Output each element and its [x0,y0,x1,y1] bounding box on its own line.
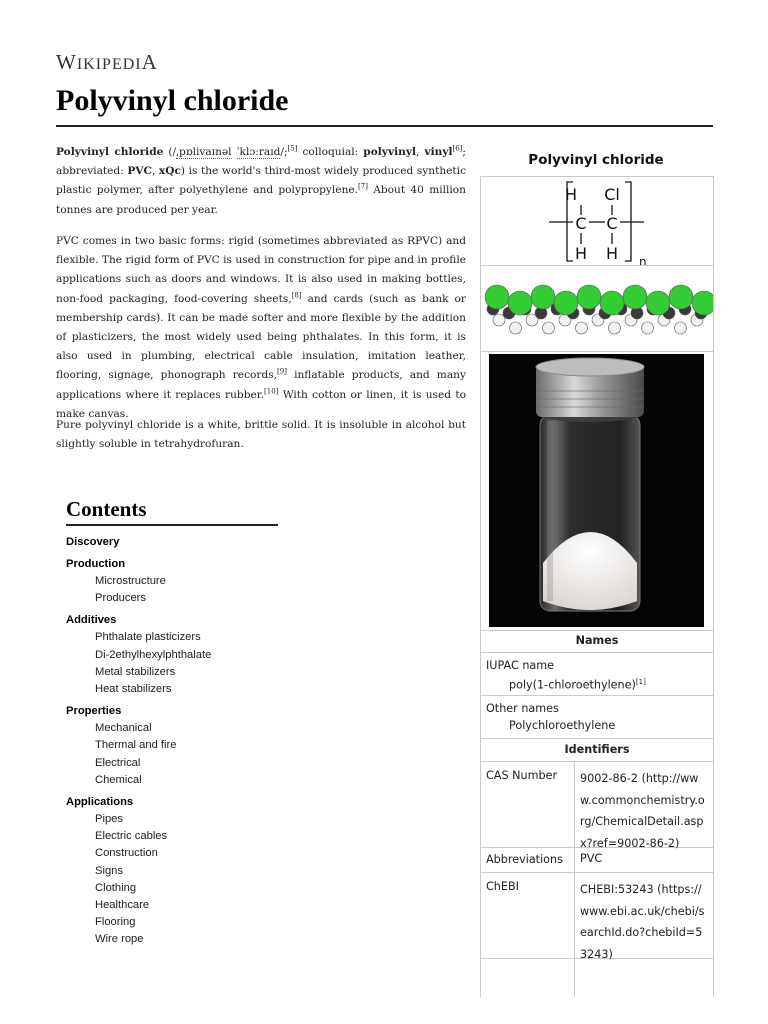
toc-subsection-link[interactable]: Construction [95,847,158,860]
toc-subsection-link[interactable]: Electrical [95,756,141,769]
photo-cell [481,351,713,631]
text-run: About 40 million tonnes are produced per year. [56,184,466,216]
atom-label: C [575,214,587,233]
wordmark-part: A [141,50,158,74]
toc-section-link[interactable]: Production [66,558,126,570]
abbreviations-row [481,848,713,873]
text-run: , [416,146,425,158]
chlorine-atom [554,291,578,315]
toc-section-link[interactable]: Properties [66,705,122,718]
chlorine-atom [692,291,713,315]
citation-link[interactable]: [1] [635,678,646,686]
citation-link[interactable]: [7] [358,182,368,191]
ball-and-stick-cell [481,265,713,352]
cas-row [481,762,713,848]
text-run: ; abbreviated: [56,146,466,178]
toc-subsection-link[interactable]: Phthalate plasticizers [95,631,201,644]
bold-term: PVC [127,165,152,178]
toc-section-link[interactable]: Additives [66,614,117,627]
toc-subsection-link[interactable]: Metal stabilizers [95,665,176,678]
bold-term: Polyvinyl chloride [56,146,164,158]
text-run: ) is the world's third-most widely produced synthetic plastic polymer, after polyethylene and polypropylene. [56,165,466,197]
identifiers-header: Identifiers [481,739,713,762]
toc-subsection-link[interactable]: Chemical [95,773,142,786]
ipa-link[interactable]: ˈklɔːraɪd [236,146,281,158]
citation-link[interactable]: [9] [277,367,287,376]
atom-label: H [574,244,588,263]
toc-subsection-link[interactable]: Pipes [95,813,123,826]
toc-subsection-link[interactable]: Microstructure [95,575,166,587]
pvc-sample-photo[interactable] [481,351,713,630]
chebi-label: ChEBI [486,880,519,893]
chlorine-atom [577,285,601,309]
subscript-label: n [639,255,647,265]
bold-term: vinyl [424,146,453,158]
bold-term: xQc [158,165,181,178]
cas-label: CAS Number [486,769,558,782]
toc-subsection-link[interactable]: Signs [95,864,123,877]
citation-link[interactable]: [8] [291,291,302,300]
chebi-row [481,873,713,959]
text-run: /; [280,146,288,158]
atom-label: H [564,185,578,204]
hydrogen-atom [675,322,687,334]
forms-paragraph [56,232,466,424]
wordmark-part: IKIPEDI [76,56,142,73]
page-title: Polyvinyl chloride [56,84,289,117]
toc-subsection-link[interactable]: Heat stabilizers [95,683,172,696]
citation-link[interactable]: [5] [287,144,298,153]
toc-heading: Contents [66,497,147,521]
skeletal-formula-image[interactable] [481,177,713,265]
toc-subsection-link[interactable]: Producers [95,592,146,605]
text-run: PVC comes in two basic forms: rigid (sometimes abbreviated as RPVC) and flexible. The rigid form of PVC is used in construction for pipe and in profile applications such as doors and windows. It is also used in making bottles, non-food packaging, food-covering sheets, [56,235,466,305]
abbreviations-label: Abbreviations [486,853,563,866]
toc-subsection-link[interactable]: Healthcare [95,899,150,912]
toc-subsection-link[interactable]: Wire rope [95,933,144,946]
toc-subsection-link[interactable]: Electric cables [95,830,168,843]
other-names-value: Polychloroethylene [509,719,616,732]
hydrogen-atom [493,314,505,326]
bold-term: polyvinyl [363,146,417,158]
toc-subsection-link[interactable]: Di-2ethylhexylphthalate [95,648,212,661]
cas-value-link[interactable]: 9002-86-2 (http://www.commonchemistry.org/ChemicalDetail.aspx?ref=9002-86-2) [574,762,713,847]
toc-section-link[interactable]: Discovery [66,536,120,548]
iupac-row [481,653,713,696]
iupac-label: IUPAC name [486,659,555,672]
abbreviations-value: PVC [574,848,713,872]
hydrogen-atom [543,322,555,334]
toc-subsection-link[interactable]: Thermal and fire [95,739,177,752]
properties-paragraph: Pure polyvinyl chloride is a white, brittle solid. It is insoluble in alcohol but slightly soluble in tetrahydrofuran. [56,419,466,451]
iupac-value [481,673,713,693]
table-continuation [574,959,575,997]
atom-label: C [606,214,618,233]
chlorine-atom [623,285,647,309]
citation-link[interactable]: [10] [264,387,279,396]
toc-subsection-link[interactable]: Clothing [95,881,137,894]
table-of-contents [66,497,278,949]
toc-divider [66,524,278,526]
atom-label: Cl [604,185,620,204]
intro-paragraph [56,143,466,220]
ipa-link[interactable]: ˌpɒlivaɪnəl [176,146,232,158]
text-run: colloquial: [297,146,364,158]
atom-label: H [605,244,619,263]
text-run: (/ [163,146,177,158]
infobox-title: Polyvinyl chloride [528,152,664,168]
hydrogen-atom [642,322,654,334]
toc-subsection-link[interactable]: Flooring [95,916,136,929]
chlorine-atom [485,285,509,309]
chlorine-atom [531,285,555,309]
wordmark-part: W [56,50,77,74]
structural-formula-cell [481,177,713,266]
text-run: , [151,165,159,178]
text-run: With cotton or linen, it is used to make canvas. [56,388,466,420]
citation-link[interactable]: [6] [452,144,463,153]
title-divider [56,125,713,127]
chlorine-atom [669,285,693,309]
chlorine-atom [646,291,670,315]
toc-section-link[interactable]: Applications [66,796,134,809]
text-run: and cards (such as bank or membership cards). It can be made softer and more flexible by the addition of plasticizers, the most widely used being phthalates. In this form, it is also used in plumbing, electrical cable insulation, imitation leather, flooring, signage, phonograph records, [56,292,466,382]
text-run: inflatable products, and many applications where it replaces rubber. [56,369,466,401]
text-run [232,146,237,158]
wikipedia-wordmark[interactable] [56,50,158,75]
toc-subsection-link[interactable]: Mechanical [95,722,152,735]
hydrogen-atom [576,322,588,334]
hydrogen-atom [510,322,522,334]
chebi-value-link[interactable]: CHEBI:53243 (https://www.ebi.ac.uk/chebi/searchId.do?chebiId=53243) [574,873,713,958]
toc-list [66,534,278,949]
chlorine-atom [508,291,532,315]
names-header: Names [481,630,713,653]
ball-and-stick-model-image[interactable] [481,265,713,351]
other-names-row [481,696,713,739]
other-names-label: Other names [486,702,559,715]
hydrogen-atom [609,322,621,334]
chlorine-atom [600,291,624,315]
chembox-infobox [480,176,714,997]
iupac-value-text: poly(1-chloroethylene) [509,678,636,692]
